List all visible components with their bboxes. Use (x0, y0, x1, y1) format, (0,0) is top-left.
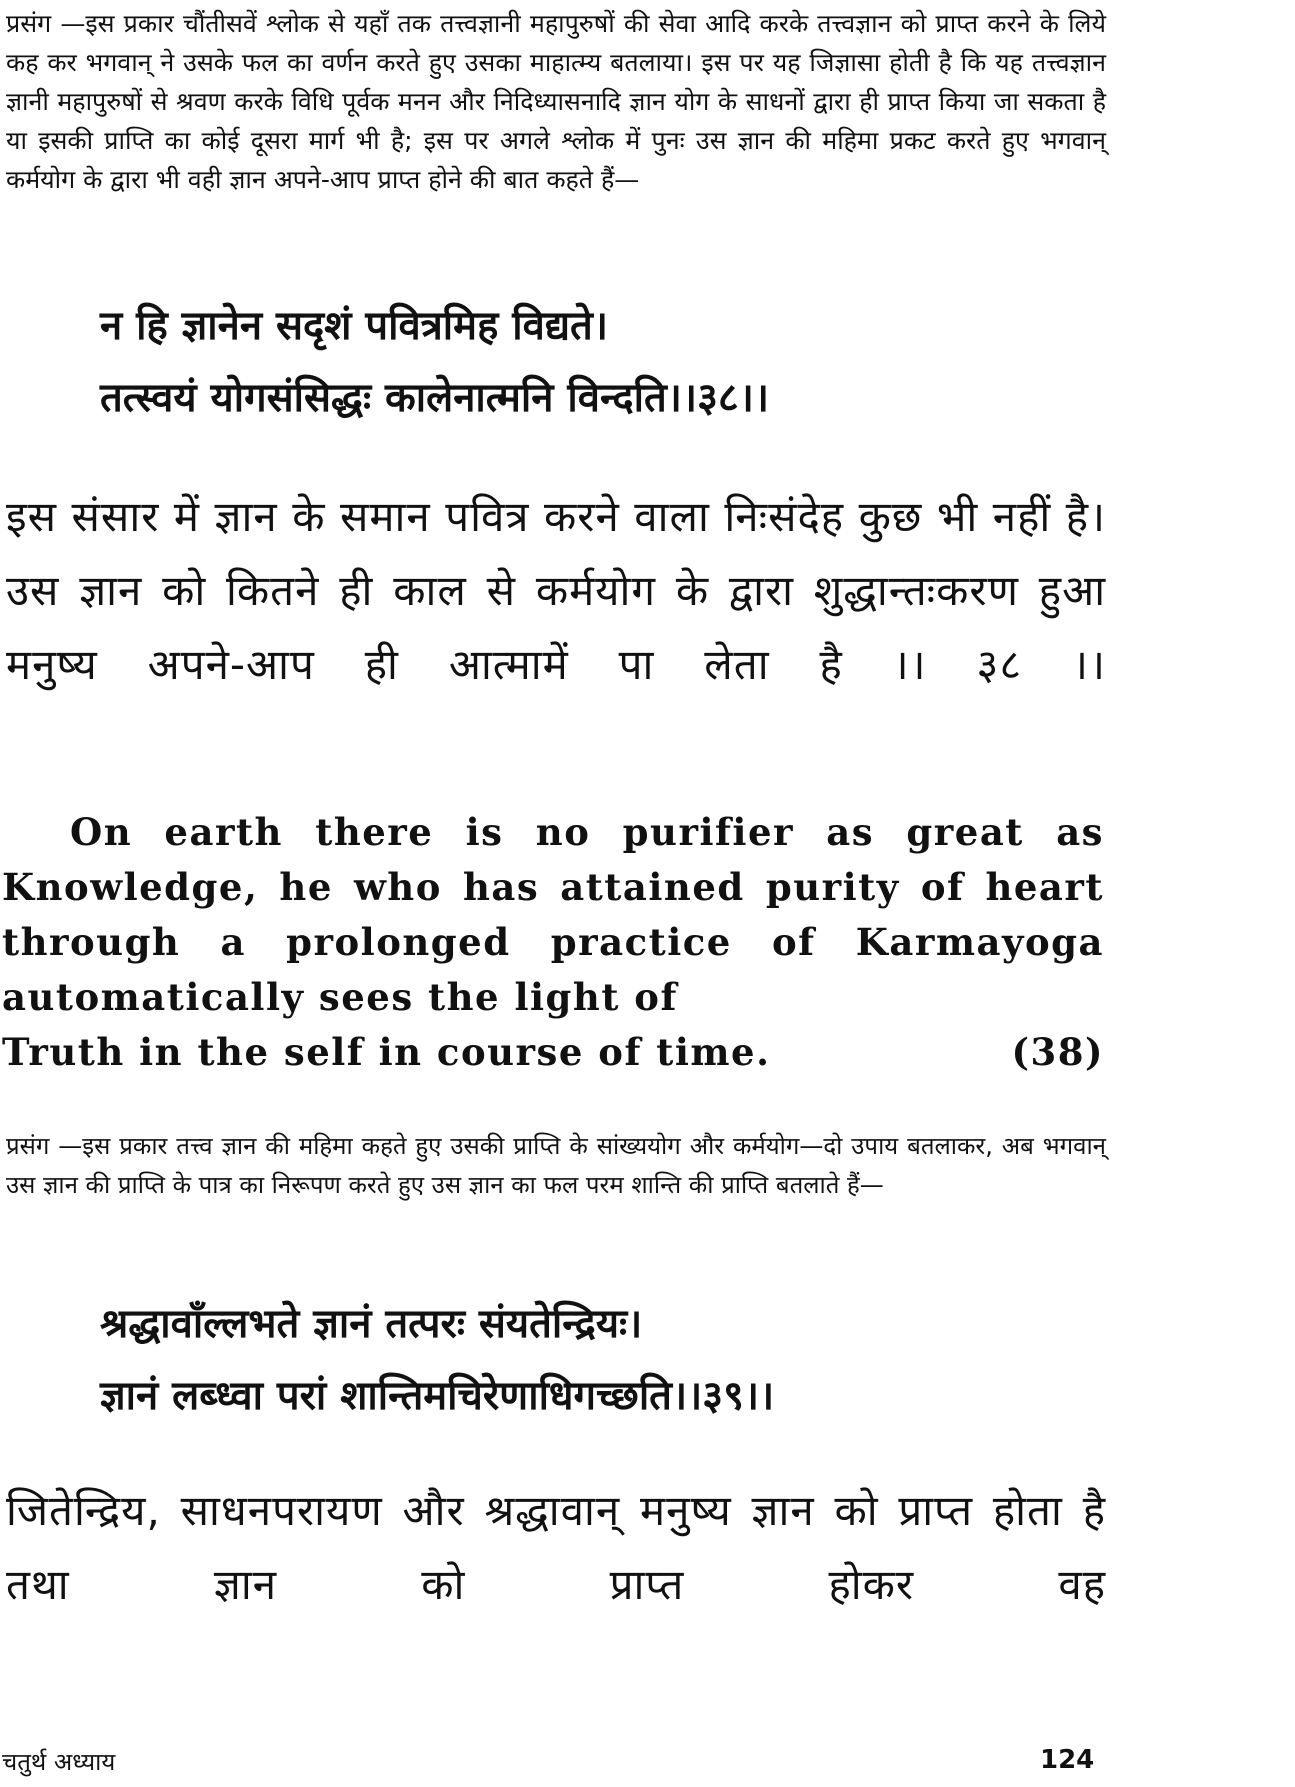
hindi-translation-39: जितेन्द्रिय, साधनपरायण और श्रद्धावान् मनुष्य ज्ञान को प्राप्त होता है तथा ज्ञान को प्राप्त होकर वह (6, 1486, 1106, 1609)
english-text-38: On earth there is no purifier as great as Knowledge, he who has attained purity of heart through a prolonged practice of Karmayoga automatically sees the light of (2, 810, 1104, 1019)
verse-number-38: (38) (1011, 1030, 1104, 1074)
context-paragraph-1: प्रसंग —इस प्रकार चौंतीसवें श्लोक से यहाँ तक तत्त्वज्ञानी महापुरुषों की सेवा आदि करके तत्त्वज्ञान को प्राप्त करने के लिये कह कर भगवान् ने उसके फल का वर्णन करते हुए उसका माहात्म्य बतलाया। इस पर यह जिज्ञासा होती है कि यह तत्त्वज्ञान ज्ञानी महापुरुषों से श्रवण करके विधि पूर्वक मनन और निदिध्यासनादि ज्ञान योग के साधनों द्वारा ही प्राप्त किया जा सकता है या इसकी प्राप्ति का कोई दूसरा मार्ग भी है; इस पर अगले श्लोक में पुनः उस ज्ञान की महिमा प्रकट करते हुए भगवान् कर्मयोग के द्वारा भी वही ज्ञान अपने-आप प्राप्त होने की बात कहते हैं— (6, 9, 1106, 194)
chapter-name: चतुर्थ अध्याय (2, 1748, 116, 1776)
page-number: 124 (1040, 1745, 1095, 1775)
verse-38-line-1: न हि ज्ञानेन सदृशं पवित्रमिह विद्यते। (100, 303, 608, 349)
sanskrit-verse-39 (100, 1288, 1100, 1432)
sanskrit-verse-38 (100, 290, 1100, 434)
english-last-line (2, 1025, 1104, 1080)
verse-39-line-2: ज्ञानं लब्ध्वा परां शान्तिमचिरेणाधिगच्छति।।३९।। (100, 1373, 775, 1419)
english-last-line-text: Truth in the self in course of time. (2, 1030, 771, 1074)
verse-38-line-2: तत्स्वयं योगसंसिद्धः कालेनात्मनि विन्दति।।३८।। (100, 375, 770, 421)
hindi-translation-38: इस संसार में ज्ञान के समान पवित्र करने वाला निःसंदेह कुछ भी नहीं है। उस ज्ञान को कितने ही काल से कर्मयोग के द्वारा शुद्धान्तःकरण हुआ मनुष्य अपने-आप ही आत्मामें पा लेता है ।। ३८ ।। (6, 492, 1106, 689)
english-translation-38 (2, 805, 1104, 1080)
context-paragraph-2: प्रसंग —इस प्रकार तत्त्व ज्ञान की महिमा कहते हुए उसकी प्राप्ति के सांख्ययोग और कर्मयोग—दो उपाय बतलाकर, अब भगवान् उस ज्ञान की प्राप्ति के पात्र का निरूपण करते हुए उस ज्ञान का फल परम शान्ति की प्राप्ति बतलाते हैं— (6, 1132, 1106, 1199)
verse-39-line-1: श्रद्धावाँल्लभते ज्ञानं तत्परः संयतेन्द्रियः। (100, 1301, 643, 1347)
